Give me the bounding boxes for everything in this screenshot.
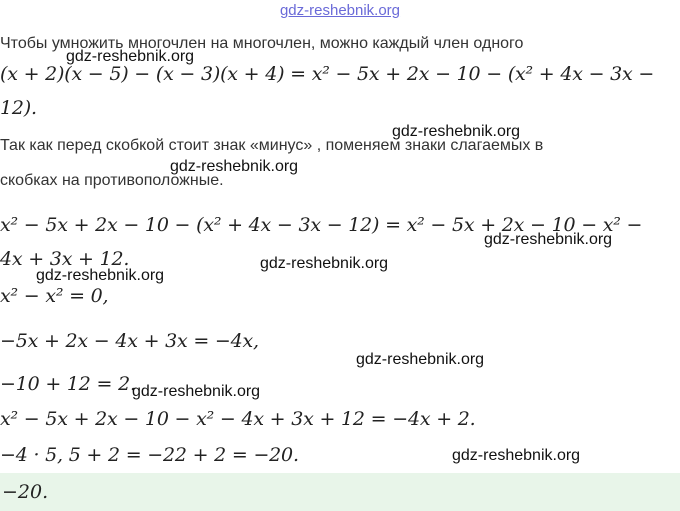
watermark: gdz-reshebnik.org	[356, 351, 485, 368]
expression-line-2-cont: 4x + 3x + 12.	[0, 248, 130, 270]
expression-line-6: x² − 5x + 2x − 10 − x² − 4x + 3x + 12 = −4x + 2.	[0, 408, 476, 430]
rule-text-1: Так как перед скобкой стоит знак «минус» , поменяем знаки слагаемых в	[0, 137, 544, 154]
watermark: gdz-reshebnik.org	[452, 447, 581, 464]
expression-line-4: −5x + 2x − 4x + 3x = −4x,	[0, 330, 259, 352]
expression-line-1-cont: 12).	[0, 97, 37, 119]
header-watermark[interactable]: gdz-reshebnik.org	[279, 2, 401, 19]
watermark: gdz-reshebnik.org	[132, 383, 261, 400]
watermark: gdz-reshebnik.org	[392, 123, 521, 140]
expression-line-1: (x + 2)(x − 5) − (x − 3)(x + 4) = x² − 5x + 2x − 10 − (x² + 4x − 3x −	[0, 63, 655, 85]
watermark: gdz-reshebnik.org	[170, 158, 299, 175]
watermark: gdz-reshebnik.org	[484, 231, 613, 248]
rule-text-2: скобках на противоположные.	[0, 172, 224, 189]
expression-line-3: x² − x² = 0,	[0, 285, 109, 307]
answer-box	[0, 473, 680, 511]
watermark: gdz-reshebnik.org	[36, 267, 165, 284]
expression-line-5: −10 + 12 = 2.	[0, 373, 136, 395]
expression-line-7: −4 · 5, 5 + 2 = −22 + 2 = −20.	[0, 444, 299, 466]
watermark: gdz-reshebnik.org	[260, 255, 389, 272]
watermark: gdz-reshebnik.org	[66, 48, 195, 65]
expression-line-2: x² − 5x + 2x − 10 − (x² + 4x − 3x − 12) = x² − 5x + 2x − 10 − x² −	[0, 214, 643, 236]
intro-text: Чтобы умножить многочлен на многочлен, можно каждый член одного	[0, 35, 524, 52]
answer-value: −20.	[2, 481, 49, 503]
